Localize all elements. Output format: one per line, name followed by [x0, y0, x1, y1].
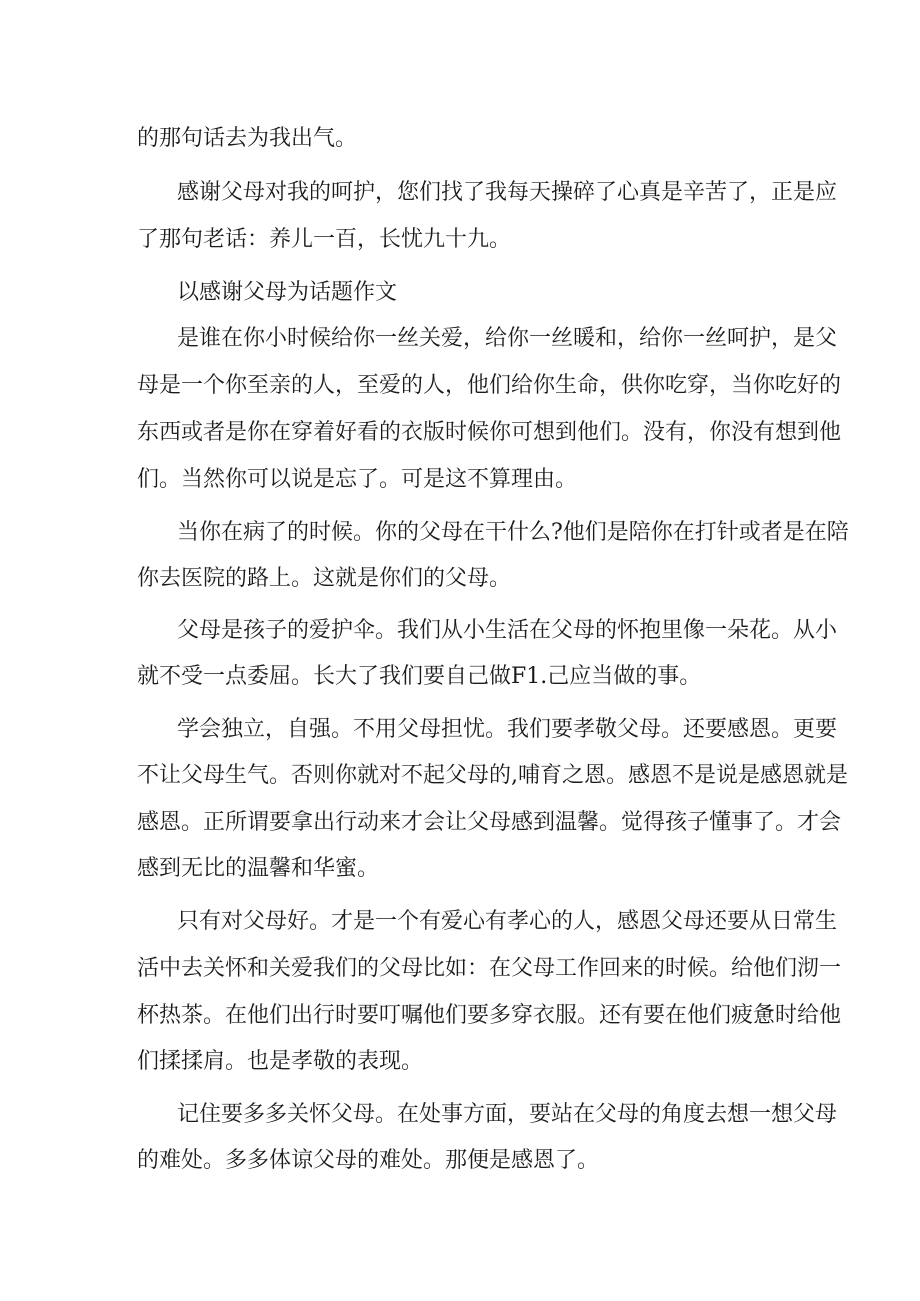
- text-line: 的难处。多多体谅父母的难处。那便是感恩了。: [137, 1148, 600, 1173]
- text-line: 感恩。正所谓要拿出行动来才会让父母感到温馨。觉得孩子懂事了。才会: [137, 810, 842, 835]
- text-line: 感到无比的温馨和华蜜。: [137, 856, 380, 881]
- text-line: 东西或者是你在穿着好看的衣版时候你可想到他们。没有，你没有想到他: [137, 420, 842, 445]
- text-line: 当你在病了的时候。你的父母在干什么?他们是陪你在打针或者是在陪: [177, 520, 849, 545]
- text-line: 父母是孩子的爱护伞。我们从小生活在父母的怀抱里像一朵花。从小: [177, 618, 838, 643]
- text-line: 的那句话去为我出气。: [137, 126, 358, 151]
- text-line: 是谁在你小时候给你一丝关爱，给你一丝暖和，给你一丝呵护，是父: [177, 326, 838, 351]
- text-line: 活中去关怀和关爱我们的父母比如：在父母工作回来的时候。给他们沏一: [137, 956, 842, 981]
- text-line: 就不受一点委屈。长大了我们要自己做F1.己应当做的事。: [137, 664, 702, 689]
- text-line: 感谢父母对我的呵护，您们找了我每天操碎了心真是辛苦了，正是应: [177, 180, 838, 205]
- text-line: 母是一个你至亲的人，至爱的人，他们给你生命，供你吃穿，当你吃好的: [137, 373, 842, 398]
- text-line: 你去医院的路上。这就是你们的父母。: [137, 566, 512, 591]
- text-line: 学会独立，自强。不用父母担忧。我们要孝敬父母。还要感恩。更要: [177, 717, 838, 742]
- text-line: 杯热茶。在他们出行时要叮嘱他们要多穿衣服。还有要在他们疲惫时给他: [137, 1003, 842, 1028]
- text-line: 记住要多多关怀父母。在处事方面，要站在父母的角度去想一想父母: [177, 1102, 838, 1127]
- text-line: 们。当然你可以说是忘了。可是这不算理由。: [137, 467, 578, 492]
- text-line: 了那句老话：养儿一百，长忧九十九。: [137, 227, 512, 252]
- section-heading: 以感谢父母为话题作文: [177, 280, 398, 305]
- text-line: 们揉揉肩。也是孝敬的表现。: [137, 1049, 424, 1074]
- text-line: 只有对父母好。才是一个有爱心有孝心的人，感恩父母还要从日常生: [177, 909, 838, 934]
- text-line: 不让父母生气。否则你就对不起父母的,哺育之恩。感恩不是说是感恩就是: [137, 763, 848, 788]
